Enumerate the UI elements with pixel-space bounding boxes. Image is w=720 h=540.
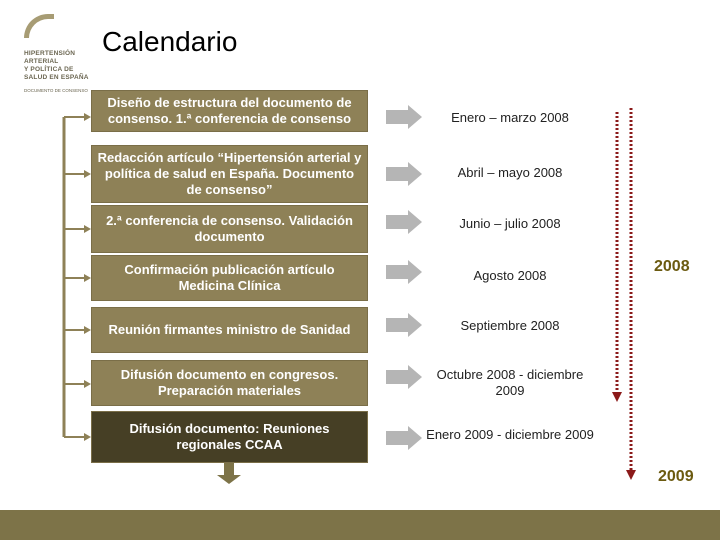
block-arrow-icon [386, 426, 422, 450]
logo-line: ARTERIAL [24, 58, 59, 65]
step-date: Enero – marzo 2008 [451, 110, 569, 125]
block-arrow-icon [386, 210, 422, 234]
step-date: Septiembre 2008 [460, 318, 560, 333]
step-box: Difusión documento en congresos. Preparación materiales [91, 360, 368, 406]
year-label-2008: 2008 [654, 258, 690, 275]
logo-line: Y POLÍTICA DE [24, 66, 74, 73]
block-arrow-icon [386, 105, 422, 129]
block-arrow-icon [386, 313, 422, 337]
step-date: Octubre 2008 - diciembre 2009 [436, 367, 584, 398]
step-box: Confirmación publicación artículo Medicina Clínica [91, 255, 368, 301]
footer-bar [0, 510, 720, 540]
step-date: Junio – julio 2008 [459, 216, 561, 231]
step-box: 2.ª conferencia de consenso. Validación documento [91, 205, 368, 253]
block-arrow-icon [386, 162, 422, 186]
logo-line: SALUD EN ESPAÑA [24, 74, 89, 81]
timeline-arrow-icon [612, 392, 622, 402]
stem-arrow-icon [217, 475, 241, 484]
year-label-2009: 2009 [658, 468, 694, 485]
logo-line: HIPERTENSIÓN [24, 50, 76, 57]
page-title: Calendario [102, 26, 238, 57]
step-box: Diseño de estructura del documento de consenso. 1.ª conferencia de consenso [91, 90, 368, 132]
step-date: Agosto 2008 [473, 268, 547, 283]
logo-tagline: DOCUMENTO DE CONSENSO [24, 88, 88, 93]
step-date: Enero 2009 - diciembre 2009 [426, 427, 594, 442]
block-arrow-icon [386, 260, 422, 284]
block-arrow-icon [386, 365, 422, 389]
step-box: Difusión documento: Reuniones regionales CCAA [91, 411, 368, 463]
step-box: Redacción artículo “Hipertensión arterial y política de salud en España. Documento de consenso” [91, 145, 368, 203]
stem [224, 463, 234, 477]
timeline-arrow-icon [626, 470, 636, 480]
step-date: Abril – mayo 2008 [457, 165, 563, 180]
step-box: Reunión firmantes ministro de Sanidad [91, 307, 368, 353]
